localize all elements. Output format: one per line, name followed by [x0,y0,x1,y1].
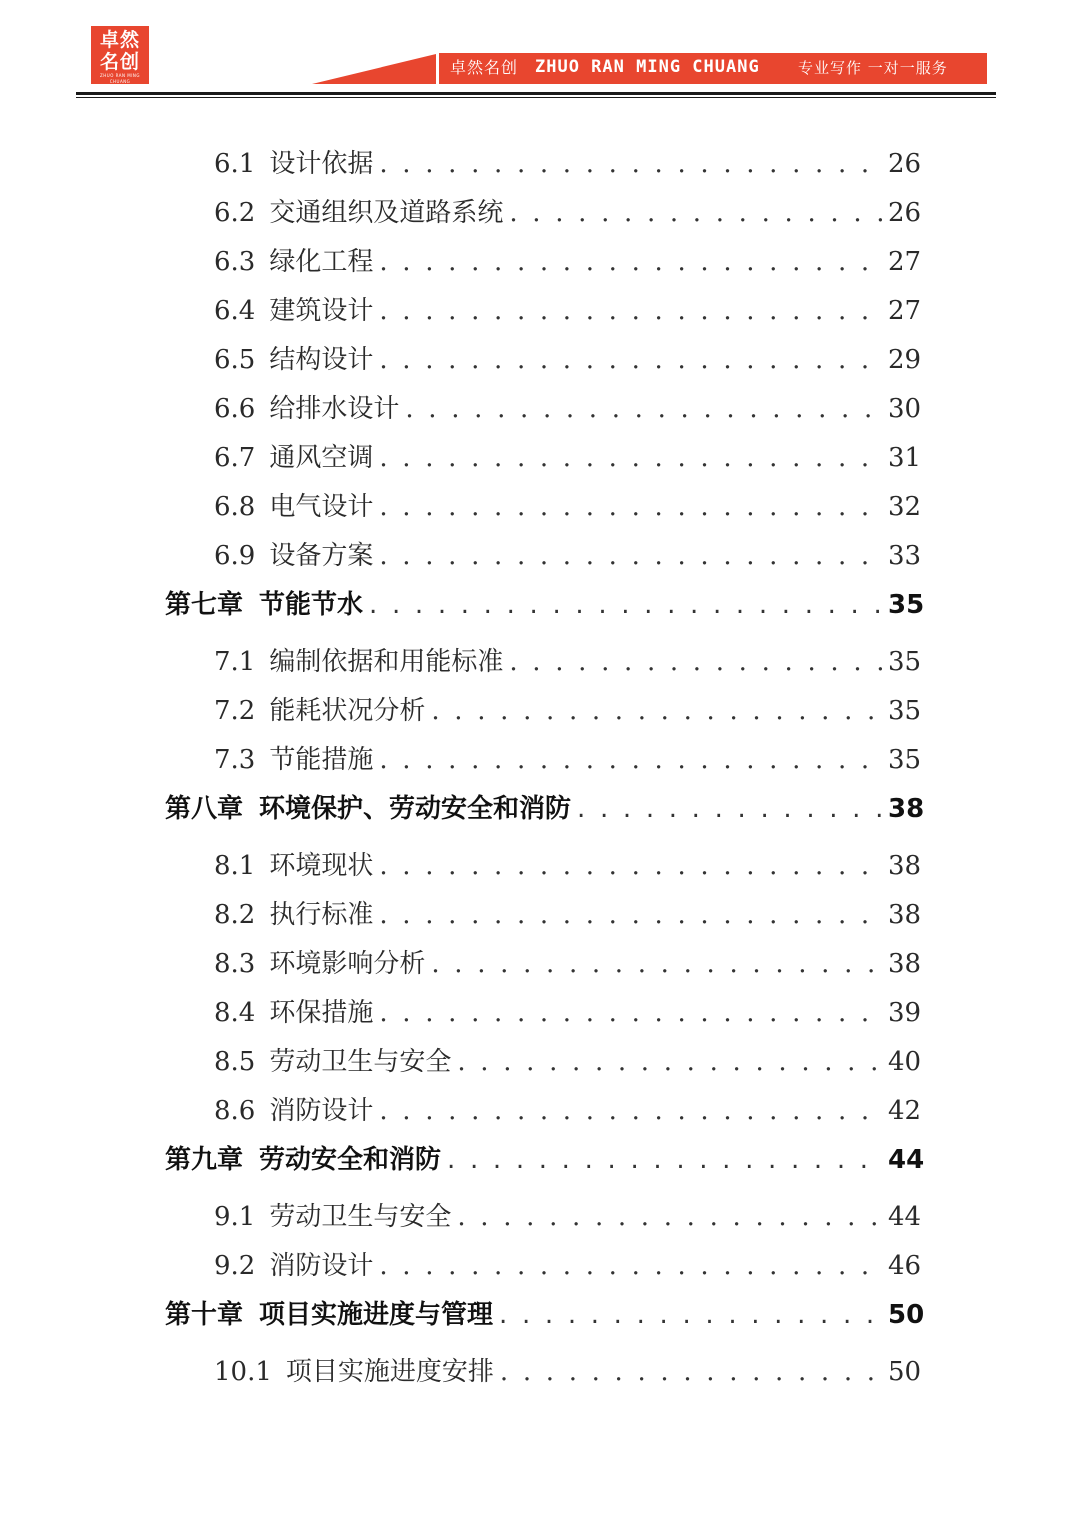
toc-page-number: 26 [888,198,922,228]
toc-dot-leader [379,345,882,375]
toc-entry-title: 环保措施 [269,998,374,1028]
toc-page-number: 31 [888,443,922,473]
toc-section-entry[interactable] [214,1196,922,1233]
toc-dot-leader [457,1202,882,1232]
toc-section-entry[interactable] [214,1041,922,1078]
toc-entry-title: 通风空调 [269,443,374,473]
toc-entry-title: 环境现状 [269,851,374,881]
toc-section-entry[interactable] [214,388,922,425]
toc-entry-title: 项目实施进度安排 [285,1357,494,1387]
toc-entry-title: 结构设计 [269,345,374,375]
toc-entry-number: 8.1 [214,851,256,881]
toc-page-number: 26 [888,149,922,179]
toc-entry-title: 执行标准 [269,900,374,930]
toc-dot-leader [457,1047,882,1077]
toc-entry-number: 8.3 [214,949,256,979]
toc-entry-number: 6.4 [214,296,256,326]
toc-entry-number: 第七章 [165,590,244,620]
toc-entry-number: 6.3 [214,247,256,277]
toc-entry-title: 劳动卫生与安全 [269,1047,452,1077]
toc-dot-leader [379,998,882,1028]
toc-entry-number: 7.2 [214,696,256,726]
logo-bottom-text: 名创 [99,51,140,73]
toc-entry-title: 电气设计 [269,492,374,522]
toc-entry-title: 消防设计 [269,1096,374,1126]
toc-entry-title: 节能节水 [259,590,364,620]
toc-dot-leader [379,1096,882,1126]
banner-wedge [312,54,436,84]
toc-dot-leader [379,1251,882,1281]
toc-entry-title: 绿化工程 [269,247,374,277]
toc-entry-number: 10.1 [214,1357,272,1387]
toc-page-number: 35 [888,590,925,620]
toc-entry-number: 第九章 [165,1145,244,1175]
toc-page-number: 39 [888,998,922,1028]
toc-page-number: 33 [888,541,922,571]
toc-page-number: 50 [888,1357,922,1387]
toc-entry-title: 环境影响分析 [269,949,426,979]
toc-dot-leader [405,394,882,424]
toc-section-entry[interactable] [214,992,922,1029]
toc-section-entry[interactable] [214,1351,922,1388]
toc-entry-title: 劳动卫生与安全 [269,1202,452,1232]
toc-section-entry[interactable] [214,143,922,180]
toc-dot-leader [369,590,882,620]
toc-entry-title: 项目实施进度与管理 [259,1300,494,1330]
toc-dot-leader [500,1357,882,1387]
toc-page-number: 40 [888,1047,922,1077]
toc-entry-title: 交通组织及道路系统 [269,198,504,228]
banner-brand-cn: 卓然名创 [450,58,519,77]
toc-page-number: 30 [888,394,922,424]
toc-entry-number: 6.7 [214,443,256,473]
toc-page-number: 44 [888,1145,925,1175]
toc-section-entry[interactable] [214,1090,922,1127]
toc-dot-leader [379,296,882,326]
toc-section-entry[interactable] [214,290,922,327]
toc-page-number: 42 [888,1096,922,1126]
toc-page-number: 38 [888,851,922,881]
toc-section-entry[interactable] [214,894,922,931]
toc-page-number: 27 [888,247,922,277]
toc-dot-leader [379,900,882,930]
toc-chapter-entry[interactable] [165,788,925,825]
toc-page-number: 46 [888,1251,922,1281]
page-header [0,0,1080,100]
toc-page-number: 32 [888,492,922,522]
header-banner [0,0,1080,100]
banner-brand-en: ZHUO RAN MING CHUANG [535,57,760,77]
toc-page-number: 35 [888,745,922,775]
toc-section-entry[interactable] [214,437,922,474]
toc-entry-number: 8.2 [214,900,256,930]
toc-entry-number: 9.2 [214,1251,256,1281]
toc-dot-leader [379,149,882,179]
toc-page-number: 38 [888,900,922,930]
toc-dot-leader [577,794,882,824]
toc-page-number: 27 [888,296,922,326]
toc-section-entry[interactable] [214,641,922,678]
toc-entry-number: 8.6 [214,1096,256,1126]
toc-section-entry[interactable] [214,241,922,278]
toc-dot-leader [447,1145,882,1175]
toc-dot-leader [431,696,882,726]
logo-top-text: 卓然 [99,29,140,51]
header-rule-thin [76,97,996,98]
toc-entry-title: 能耗状况分析 [269,696,426,726]
toc-entry-title: 消防设计 [269,1251,374,1281]
toc-entry-number: 第十章 [165,1300,244,1330]
toc-entry-number: 8.4 [214,998,256,1028]
toc-entry-number: 6.6 [214,394,256,424]
toc-entry-number: 6.2 [214,198,256,228]
toc-dot-leader [379,745,882,775]
banner-divider [436,53,439,84]
toc-entry-title: 建筑设计 [269,296,374,326]
toc-page-number: 35 [888,696,922,726]
banner-slogan: 专业写作 一对一服务 [798,59,948,77]
toc-chapter-entry[interactable] [165,1294,925,1331]
toc-page-number: 50 [888,1300,925,1330]
toc-page-number: 35 [888,647,922,677]
toc-section-entry[interactable] [214,535,922,572]
toc-dot-leader [379,492,882,522]
toc-entry-number: 6.8 [214,492,256,522]
header-rule-thick [76,92,996,95]
logo-tiny-text: ZHUO RAN MING CHUANG [100,73,140,84]
toc-entry-title: 编制依据和用能标准 [269,647,504,677]
toc-dot-leader [379,443,882,473]
toc-section-entry[interactable] [214,339,922,376]
toc-section-entry[interactable] [214,486,922,523]
toc-page-number: 38 [888,949,922,979]
toc-section-entry[interactable] [214,845,922,882]
toc-entry-title: 劳动安全和消防 [259,1145,442,1175]
toc-section-entry[interactable] [214,739,922,776]
toc-entry-number: 6.1 [214,149,256,179]
toc-dot-leader [509,198,882,228]
toc-entry-number: 第八章 [165,794,244,824]
toc-dot-leader [379,851,882,881]
toc-entry-title: 节能措施 [269,745,374,775]
toc-page-number: 44 [888,1202,922,1232]
toc-entry-number: 6.9 [214,541,256,571]
toc-entry-title: 环境保护、劳动安全和消防 [259,794,572,824]
toc-section-entry[interactable] [214,943,922,980]
toc-entry-title: 给排水设计 [269,394,400,424]
toc-section-entry[interactable] [214,1245,922,1282]
toc-dot-leader [509,647,882,677]
toc-dot-leader [431,949,882,979]
toc-section-entry[interactable] [214,192,922,229]
toc-entry-title: 设计依据 [269,149,374,179]
toc-entry-number: 9.1 [214,1202,256,1232]
toc-chapter-entry[interactable] [165,1139,925,1176]
toc-dot-leader [499,1300,882,1330]
toc-entry-title: 设备方案 [269,541,374,571]
toc-chapter-entry[interactable] [165,584,925,621]
toc-dot-leader [379,247,882,277]
toc-section-entry[interactable] [214,690,922,727]
toc-entry-number: 6.5 [214,345,256,375]
toc-page-number: 38 [888,794,925,824]
toc-dot-leader [379,541,882,571]
toc-entry-number: 7.1 [214,647,256,677]
toc-entry-number: 8.5 [214,1047,256,1077]
toc-page-number: 29 [888,345,922,375]
toc-entry-number: 7.3 [214,745,256,775]
